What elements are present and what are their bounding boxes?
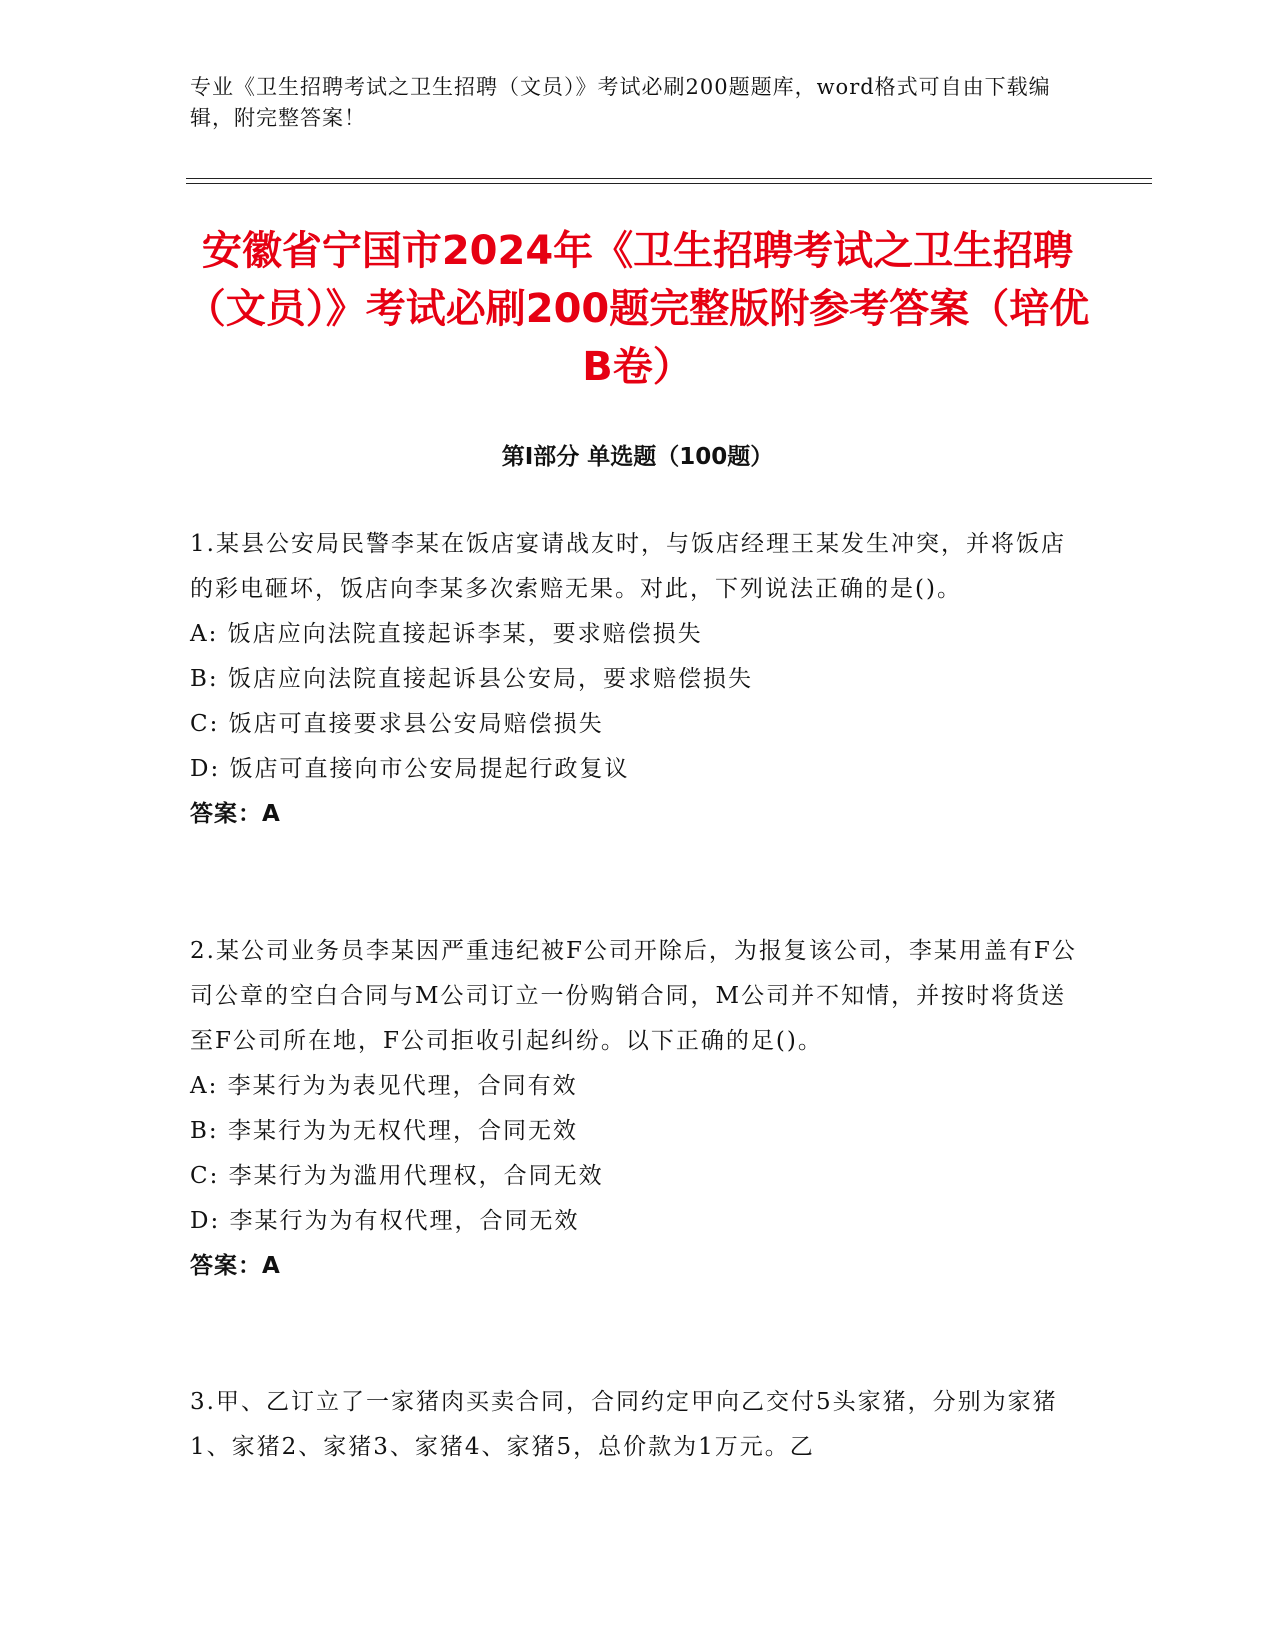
question-2 [190, 929, 1080, 1289]
option-a: A: 李某行为为表见代理，合同有效 [190, 1073, 578, 1099]
question-1 [190, 522, 1080, 837]
option-c: C: 李某行为为滥用代理权，合同无效 [190, 1163, 604, 1189]
question-3 [190, 1380, 1080, 1470]
option-d: D: 饭店可直接向市公安局提起行政复议 [190, 756, 630, 782]
question-stem: 1.某县公安局民警李某在饭店宴请战友时，与饭店经理王某发生冲突，并将饭店的彩电砸坏，饭店向李某多次索赔无果。对此，下列说法正确的是()。 [190, 531, 1066, 602]
answer: 答案：A [190, 801, 281, 827]
question-stem: 2.某公司业务员李某因严重违纪被F公司开除后，为报复该公司，李某用盖有F公司公章的空白合同与M公司订立一份购销合同，M公司并不知情，并按时将货送至F公司所在地，F公司拒收引起纠纷。以下正确的足()。 [190, 938, 1077, 1054]
document-title: 安徽省宁国市2024年《卫生招聘考试之卫生招聘（文员）》考试必刷200题完整版附参考答案（培优B卷） [185, 228, 1090, 390]
option-c: C: 饭店可直接要求县公安局赔偿损失 [190, 711, 604, 737]
option-b: B: 李某行为为无权代理，合同无效 [190, 1118, 578, 1144]
header-divider [186, 178, 1152, 179]
question-stem: 3.甲、乙订立了一家猪肉买卖合同，合同约定甲向乙交付5头家猪，分别为家猪1、家猪2、家猪3、家猪4、家猪5，总价款为1万元。乙 [190, 1389, 1058, 1460]
option-d: D: 李某行为为有权代理，合同无效 [190, 1208, 580, 1234]
answer: 答案：A [190, 1253, 281, 1279]
option-b: B: 饭店应向法院直接起诉县公安局，要求赔偿损失 [190, 666, 753, 692]
header-divider-thin [186, 183, 1152, 184]
header-note: 专业《卫生招聘考试之卫生招聘（文员）》考试必刷200题题库，word格式可自由下载编辑，附完整答案！ [190, 75, 1051, 130]
section-title: 第Ⅰ部分 单选题（100题） [501, 444, 774, 470]
option-a: A: 饭店应向法院直接起诉李某，要求赔偿损失 [190, 621, 703, 647]
